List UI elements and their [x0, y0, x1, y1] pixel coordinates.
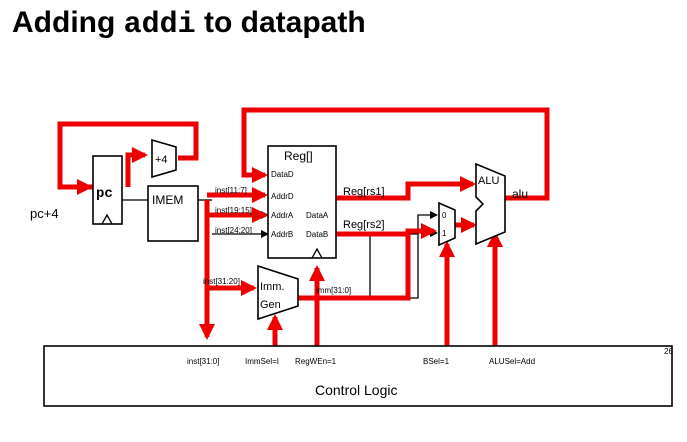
imem-label: IMEM [152, 193, 184, 207]
imm-gen-label-1: Imm. [260, 281, 285, 293]
datad-label: DataD [271, 170, 294, 179]
title-prefix: Adding [12, 6, 124, 39]
reg-rs2-label: Reg[rs2] [343, 219, 385, 231]
b-mux [439, 203, 455, 245]
alusel-signal: ALUSel=Add [489, 357, 536, 366]
imm-31-0-label: imm[31:0] [316, 286, 352, 295]
title-suffix: to datapath [195, 6, 366, 39]
addrd-label: AddrD [271, 192, 294, 201]
inst-24-20-label: inst[24:20] [215, 226, 252, 235]
reg-rs1-label: Reg[rs1] [343, 186, 385, 198]
inst-31-20-label: inst[31:20] [203, 277, 240, 286]
inst-19-15-label: inst[19:15] [215, 206, 252, 215]
alu-output-label: alu [512, 187, 529, 201]
addrb-label: AddrB [271, 230, 294, 239]
control-logic-block [44, 346, 672, 406]
addra-label: AddrA [271, 211, 294, 220]
title-code: addi [123, 8, 196, 42]
mux-input-1: 1 [442, 229, 447, 238]
regwen-signal: RegWEn=1 [295, 357, 337, 366]
imem-block [148, 186, 198, 241]
pc-label: pc [96, 186, 113, 202]
adder-label: +4 [155, 154, 168, 166]
bsel-signal: BSel=1 [423, 357, 450, 366]
pc-register [93, 156, 122, 224]
control-inst-label: inst[31:0] [187, 357, 220, 366]
alu-label: ALU [478, 175, 500, 187]
regfile-label: Reg[] [284, 149, 313, 163]
imm-gen-block [258, 266, 298, 319]
pc-plus4-wire [128, 155, 145, 187]
register-file [268, 146, 336, 258]
immsel-signal: ImmSel=I [245, 357, 280, 366]
pc-plus4-label: pc+4 [30, 206, 59, 221]
control-logic-label: Control Logic [315, 382, 398, 398]
dataa-label: DataA [306, 211, 329, 220]
plus4-adder [152, 140, 176, 177]
page-number: 26 [664, 347, 673, 356]
inst-11-7-label: inst[11:7] [215, 186, 247, 195]
datab-label: DataB [306, 230, 329, 239]
mux-input-0: 0 [442, 211, 447, 220]
alu-block [476, 164, 505, 244]
imm-gen-label-2: Gen [260, 299, 281, 311]
